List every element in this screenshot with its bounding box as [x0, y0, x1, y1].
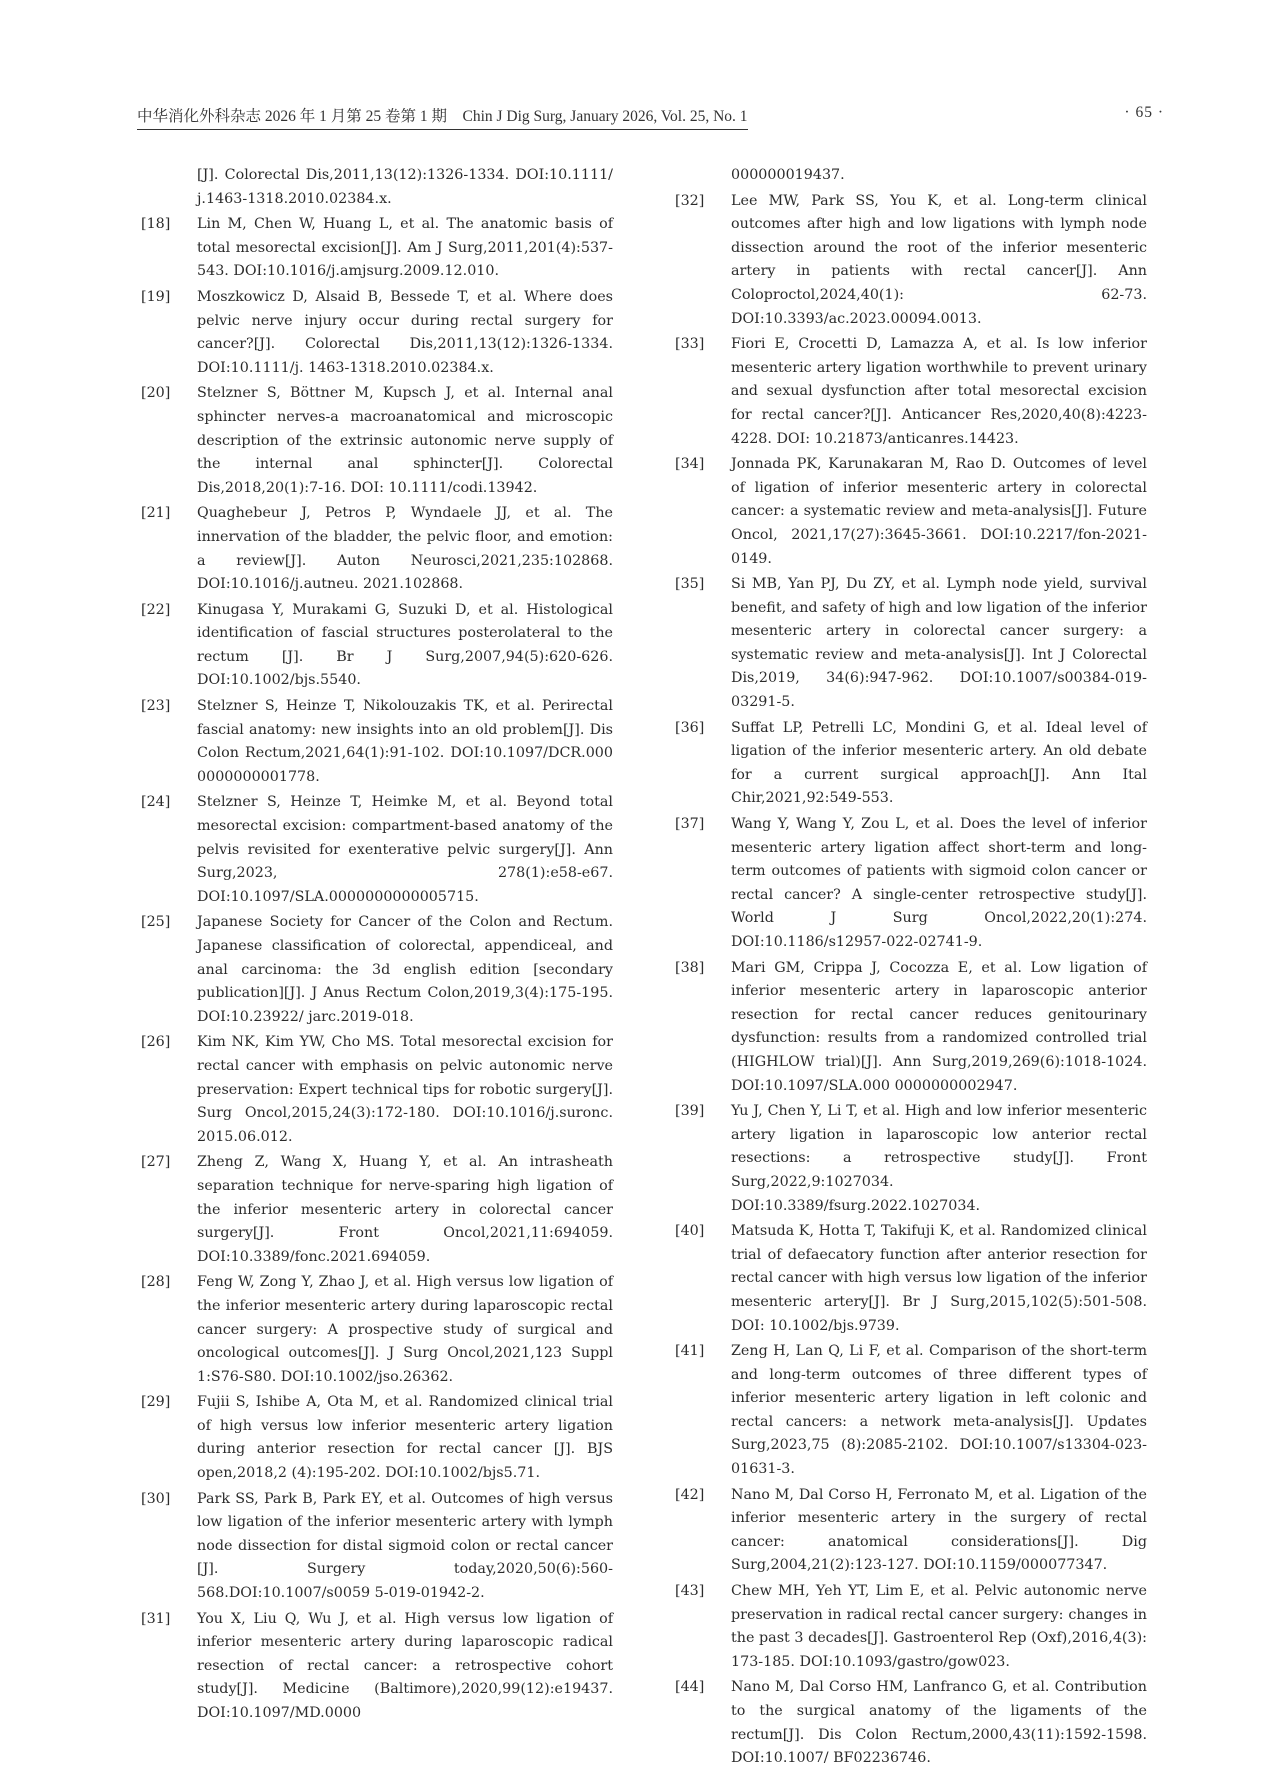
reference-item — [141, 1488, 613, 1606]
reference-text: Stelzner S, Heinze T, Heimke M, et al. Beyond total mesorectal excision: compartment-based anatomy of the pelvis revisited for exenterative pelvic surgery[J]. Ann Surg,2023, 278(1):e58-e67. DOI:10.1097/SLA.0000000000005715. — [197, 794, 613, 905]
reference-item — [675, 1100, 1147, 1218]
reference-text: Zheng Z, Wang X, Huang Y, et al. An intrasheath separation technique for nerve-sparing high ligation of the inferior mesenteric artery in colorectal cancer surgery[J]. Front Oncol,2021,11:694059. DOI:10.3389/fonc.2021.694059. — [197, 1154, 613, 1265]
page-number: · 65 · — [1124, 104, 1164, 121]
reference-item — [675, 957, 1147, 1099]
reference-number: [31] — [141, 1610, 171, 1627]
reference-number: [36] — [675, 719, 705, 736]
reference-number: [24] — [141, 794, 171, 811]
reference-item — [141, 695, 613, 789]
reference-number: [42] — [675, 1486, 705, 1503]
reference-text: Suffat LP, Petrelli LC, Mondini G, et al. Ideal level of ligation of the inferior mesenteric artery. An old debate for a current surgical approach[J]. Ann Ital Chir,2021,92:549-553. — [731, 719, 1147, 807]
reference-continuation — [675, 164, 1147, 188]
reference-item — [141, 1391, 613, 1485]
reference-number: [43] — [675, 1583, 705, 1600]
reference-text: Stelzner S, Böttner M, Kupsch J, et al. Internal anal sphincter nerves-a macroanatomical and microscopic description of the extrinsic autonomic nerve supply of the internal anal sphincter[J]. Colorectal Dis,2018,20(1):7-16. DOI: 10.1111/codi.13942. — [197, 385, 613, 496]
reference-number: [39] — [675, 1103, 705, 1120]
reference-text: Si MB, Yan PJ, Du ZY, et al. Lymph node yield, survival benefit, and safety of high and low ligation of the inferior mesenteric artery in colorectal cancer surgery: a systematic review and meta-analysis[J]. Int J Colorectal Dis,2019, 34(6):947-962. DOI:10.1007/s00384-019-03291-5. — [731, 576, 1147, 711]
reference-number: [19] — [141, 288, 171, 305]
reference-text: Japanese Society for Cancer of the Colon and Rectum. Japanese classification of colorectal, appendiceal, and anal carcinoma: the 3d english edition [secondary publication][J]. J Anus Rectum Colon,2019,3(4):175-195. DOI:10.23922/ jarc.2019-018. — [197, 914, 613, 1025]
reference-text: Nano M, Dal Corso H, Ferronato M, et al. Ligation of the inferior mesenteric artery in the surgery of rectal cancer: anatomical considerations[J]. Dig Surg,2004,21(2):123-127. DOI:10.1159/000077347. — [731, 1486, 1147, 1574]
reference-text: Fujii S, Ishibe A, Ota M, et al. Randomized clinical trial of high versus low inferior mesenteric artery ligation during anterior resection for rectal cancer [J]. BJS open,2018,2 (4):195-202. DOI:10.1002/bjs5.71. — [197, 1394, 613, 1482]
left-reference-column — [141, 164, 613, 1728]
reference-continuation — [141, 164, 613, 211]
reference-number: [25] — [141, 914, 171, 931]
reference-text: Fiori E, Crocetti D, Lamazza A, et al. Is low inferior mesenteric artery ligation worthwhile to prevent urinary and sexual dysfunction after total mesorectal excision for rectal cancer?[J]. Anticancer Res,2020,40(8):4223-4228. DOI: 10.21873/anticanres.14423. — [731, 336, 1147, 447]
right-reference-column — [675, 164, 1147, 1773]
reference-number: [32] — [675, 192, 705, 209]
reference-number: [38] — [675, 959, 705, 976]
reference-text: Jonnada PK, Karunakaran M, Rao D. Outcomes of level of ligation of inferior mesenteric artery in colorectal cancer: a systematic review and meta-analysis[J]. Future Oncol, 2021,17(27):3645-3661. DOI:10.2217/fon-2021-0149. — [731, 456, 1147, 567]
reference-item — [141, 502, 613, 596]
reference-item — [675, 717, 1147, 811]
reference-text: Kinugasa Y, Murakami G, Suzuki D, et al. Histological identification of fascial structures posterolateral to the rectum [J]. Br J Surg,2007,94(5):620-626. DOI:10.1002/bjs.5540. — [197, 601, 613, 689]
reference-number: [20] — [141, 385, 171, 402]
reference-item — [675, 1340, 1147, 1482]
reference-item — [675, 1220, 1147, 1338]
reference-text: Kim NK, Kim YW, Cho MS. Total mesorectal excision for rectal cancer with emphasis on pelvic autonomic nerve preservation: Expert technical tips for robotic surgery[J]. Surg Oncol,2015,24(3):172-180. DOI:10.1016/j.suronc. 2015.06.012. — [197, 1034, 613, 1145]
reference-item — [141, 911, 613, 1029]
reference-number: [29] — [141, 1394, 171, 1411]
reference-number: [41] — [675, 1343, 705, 1360]
reference-number: [37] — [675, 816, 705, 833]
reference-number: [35] — [675, 576, 705, 593]
running-header — [137, 104, 1164, 130]
reference-item — [675, 453, 1147, 571]
reference-item — [141, 286, 613, 380]
reference-number: [22] — [141, 601, 171, 618]
reference-number: [28] — [141, 1274, 171, 1291]
right-reference-list — [675, 190, 1147, 1771]
reference-number: [33] — [675, 336, 705, 353]
reference-number: [27] — [141, 1154, 171, 1171]
reference-text: Mari GM, Crippa J, Cocozza E, et al. Low ligation of inferior mesenteric artery in laparoscopic anterior resection for rectal cancer reduces genitourinary dysfunction: results from a randomized controlled trial (HIGHLOW trial)[J]. Ann Surg,2019,269(6):1018-1024. DOI:10.1097/SLA.000 0000000002947. — [731, 959, 1147, 1094]
reference-text: Moszkowicz D, Alsaid B, Bessede T, et al. Where does pelvic nerve injury occur during rectal surgery for cancer?[J]. Colorectal Dis,2011,13(12):1326-1334. DOI:10.1111/j. 1463-1318.2010.02384.x. — [197, 288, 613, 376]
reference-text: Nano M, Dal Corso HM, Lanfranco G, et al. Contribution to the surgical anatomy of the ligaments of the rectum[J]. Dis Colon Rectum,2000,43(11):1592-1598. DOI:10.1007/ BF02236746. — [731, 1679, 1147, 1767]
reference-item — [675, 333, 1147, 451]
reference-text: You X, Liu Q, Wu J, et al. High versus low ligation of inferior mesenteric artery during laparoscopic radical resection of rectal cancer: a retrospective cohort study[J]. Medicine (Baltimore),2020,99(12):e19437. DOI:10.1097/MD.0000 — [197, 1610, 613, 1721]
reference-text: Wang Y, Wang Y, Zou L, et al. Does the level of inferior mesenteric artery ligation affect short-term and long-term outcomes of patients with sigmoid colon cancer or rectal cancer? A single-center retrospective study[J]. World J Surg Oncol,2022,20(1):274. DOI:10.1186/s12957-022-02741-9. — [731, 816, 1147, 950]
reference-number: [23] — [141, 698, 171, 715]
reference-text: Lee MW, Park SS, You K, et al. Long-term clinical outcomes after high and low ligations with lymph node dissection around the root of the inferior mesenteric artery in patients with rectal cancer[J]. Ann Coloproctol,2024,40(1): 62-73. DOI:10.3393/ac.2023.00094.0013. — [731, 192, 1147, 327]
reference-item — [141, 599, 613, 693]
reference-text: Stelzner S, Heinze T, Nikolouzakis TK, et al. Perirectal fascial anatomy: new insights into an old problem[J]. Dis Colon Rectum,2021,64(1):91-102. DOI:10.1097/DCR.000 0000000001778. — [197, 698, 613, 785]
reference-text: [J]. Colorectal Dis,2011,13(12):1326-1334. DOI:10.1111/ j.1463-1318.2010.02384.x. — [197, 167, 613, 207]
reference-number: [26] — [141, 1034, 171, 1051]
reference-text: Chew MH, Yeh YT, Lim E, et al. Pelvic autonomic nerve preservation in radical rectal cancer surgery: changes in the past 3 decades[J]. Gastroenterol Rep (Oxf),2016,4(3): 173-185. DOI:10.1093/gastro/gow023. — [731, 1583, 1147, 1670]
reference-text: Zeng H, Lan Q, Li F, et al. Comparison of the short-term and long-term outcomes of three different types of inferior mesenteric artery ligation in left colonic and rectal cancers: a network meta-analysis[J]. Updates Surg,2023,75 (8):2085-2102. DOI:10.1007/s13304-023-01631-3. — [731, 1343, 1147, 1478]
reference-text: Matsuda K, Hotta T, Takifuji K, et al. Randomized clinical trial of defaecatory function after anterior resection for rectal cancer with high versus low ligation of the inferior mesenteric artery[J]. Br J Surg,2015,102(5):501-508. DOI: 10.1002/bjs.9739. — [731, 1223, 1147, 1334]
reference-item — [141, 1608, 613, 1726]
left-reference-list — [141, 213, 613, 1725]
reference-number: [44] — [675, 1679, 705, 1696]
reference-number: [40] — [675, 1223, 705, 1240]
reference-item — [675, 813, 1147, 955]
reference-item — [675, 1484, 1147, 1578]
reference-item — [141, 1031, 613, 1149]
reference-item — [141, 213, 613, 284]
reference-item — [675, 573, 1147, 715]
reference-text: Feng W, Zong Y, Zhao J, et al. High versus low ligation of the inferior mesenteric artery during laparoscopic rectal cancer surgery: A prospective study of surgical and oncological outcomes[J]. J Surg Oncol,2021,123 Suppl 1:S76-S80. DOI:10.1002/jso.26362. — [197, 1274, 613, 1385]
reference-number: [18] — [141, 216, 171, 233]
journal-citation-line: 中华消化外科杂志 2026 年 1 月第 25 卷第 1 期 Chin J Dig Surg, January 2026, Vol. 25, No. 1 — [137, 104, 748, 130]
reference-number: [30] — [141, 1490, 171, 1507]
reference-item — [675, 190, 1147, 332]
reference-number: [21] — [141, 505, 171, 522]
reference-text: 000000019437. — [731, 167, 845, 183]
reference-item — [141, 1151, 613, 1269]
reference-item — [141, 1271, 613, 1389]
reference-item — [141, 791, 613, 909]
reference-text: Lin M, Chen W, Huang L, et al. The anatomic basis of total mesorectal excision[J]. Am J Surg,2011,201(4):537-543. DOI:10.1016/j.amjsurg.2009.12.010. — [197, 216, 613, 280]
reference-text: Yu J, Chen Y, Li T, et al. High and low inferior mesenteric artery ligation in laparoscopic low anterior rectal resections: a retrospective study[J]. Front Surg,2022,9:1027034. DOI:10.3389/fsurg.2022.1027034. — [731, 1103, 1147, 1214]
reference-item — [675, 1676, 1147, 1770]
reference-text: Quaghebeur J, Petros P, Wyndaele JJ, et al. The innervation of the bladder, the pelvic floor, and emotion: a review[J]. Auton Neurosci,2021,235:102868. DOI:10.1016/j.autneu. 2021.102868. — [197, 505, 613, 593]
reference-number: [34] — [675, 456, 705, 473]
reference-text: Park SS, Park B, Park EY, et al. Outcomes of high versus low ligation of the inferior mesenteric artery with lymph node dissection for distal sigmoid colon or rectal cancer [J]. Surgery today,2020,50(6):560-568.DOI:10.1007/s0059 5-019-01942-2. — [197, 1490, 613, 1602]
reference-item — [141, 382, 613, 500]
reference-item — [675, 1580, 1147, 1674]
